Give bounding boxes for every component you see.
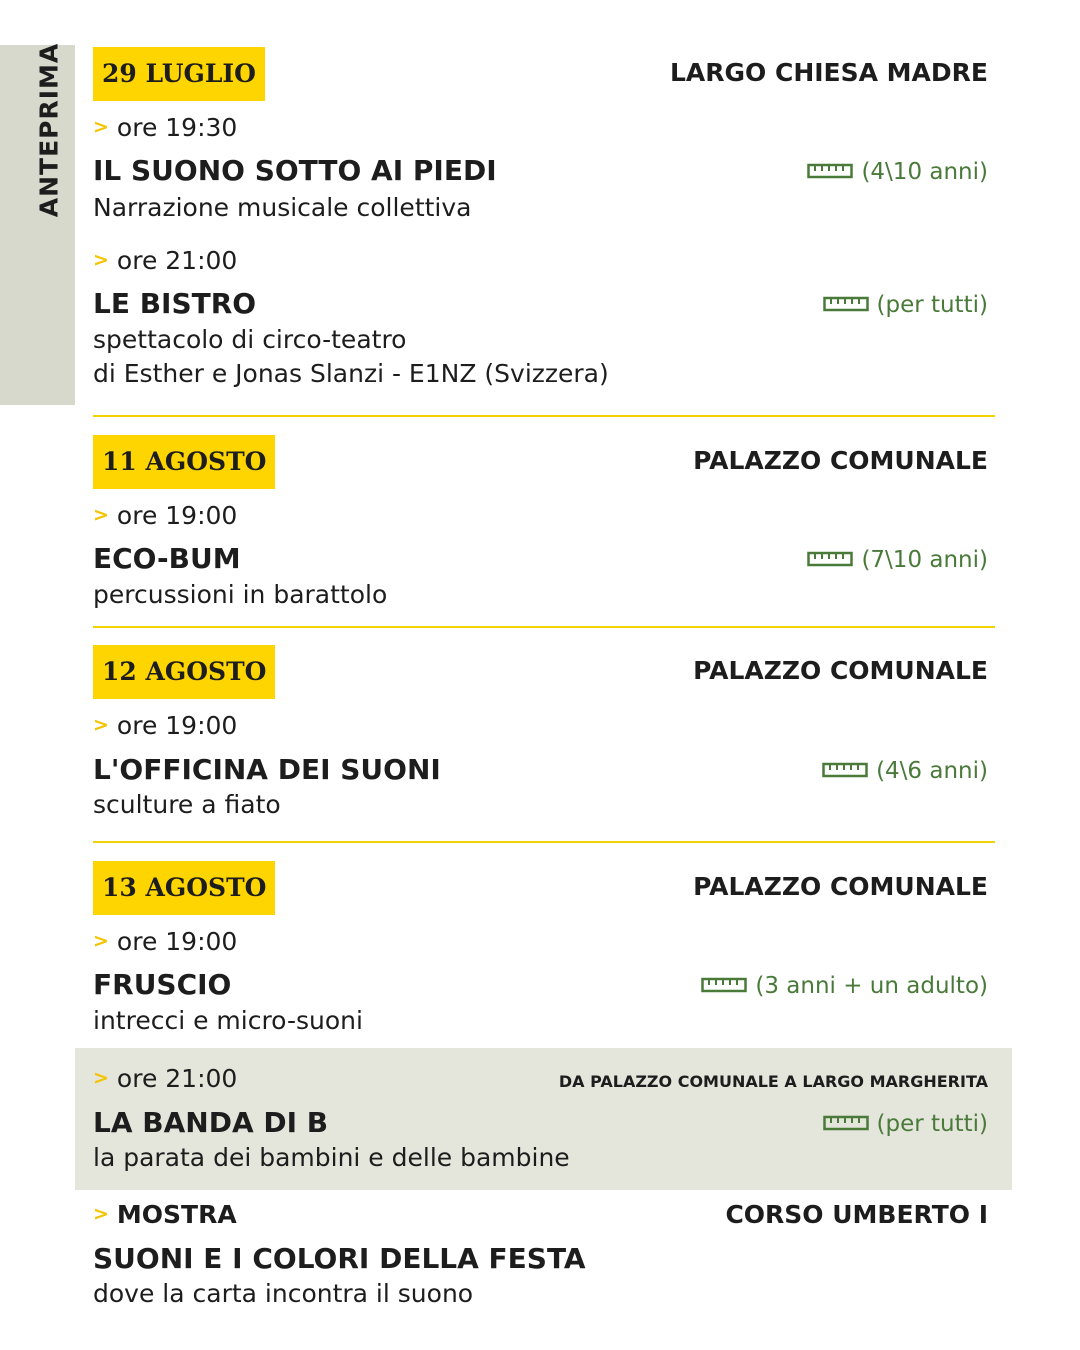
exhibit-description: dove la carta incontra il suono [93,1279,474,1308]
venue: PALAZZO COMUNALE [693,656,988,685]
event-description: spettacolo di circo-teatro [93,325,407,354]
event-title: FRUSCIO [93,968,232,1001]
exhibit-title: SUONI E I COLORI DELLA FESTA [93,1242,586,1275]
chevron-right-icon: > [93,1203,109,1225]
event-description: Narrazione musicale collettiva [93,193,472,222]
divider [93,415,995,417]
event-title: ECO-BUM [93,542,241,575]
ruler-icon [807,550,853,568]
ruler-icon [823,295,869,313]
event-description: sculture a fiato [93,790,281,819]
event-time: > ore 21:00 [93,1064,238,1093]
event-time: > ore 19:30 [93,113,238,142]
ruler-icon [822,761,868,779]
age-range: (4\10 anni) [807,159,988,185]
event-title: IL SUONO SOTTO AI PIEDI [93,154,497,187]
chevron-right-icon: > [93,930,109,952]
chevron-right-icon: > [93,1067,109,1089]
ruler-icon [807,162,853,180]
date-badge: 12 AGOSTO [93,645,275,699]
date-badge: 29 LUGLIO [93,47,265,101]
age-range: (4\6 anni) [822,758,988,784]
sidebar-label: ANTEPRIMA [34,42,64,218]
event-description: di Esther e Jonas Slanzi - E1NZ (Svizzera) [93,359,609,388]
venue: CORSO UMBERTO I [725,1200,988,1229]
route: DA PALAZZO COMUNALE A LARGO MARGHERITA [558,1072,988,1091]
chevron-right-icon: > [93,504,109,526]
chevron-right-icon: > [93,714,109,736]
ruler-icon [701,976,747,994]
event-time: > ore 19:00 [93,927,238,956]
age-range: (7\10 anni) [807,547,988,573]
event-title: LA BANDA DI B [93,1106,329,1139]
venue: PALAZZO COMUNALE [693,446,988,475]
event-description: la parata dei bambini e delle bambine [93,1143,570,1172]
venue: LARGO CHIESA MADRE [669,58,988,87]
exhibit-label: > MOSTRA [93,1200,237,1229]
event-description: intrecci e micro-suoni [93,1006,363,1035]
event-description: percussioni in barattolo [93,580,388,609]
ruler-icon [823,1114,869,1132]
age-range: (3 anni + un adulto) [701,973,988,999]
date-badge: 11 AGOSTO [93,435,275,489]
event-time: > ore 19:00 [93,711,238,740]
age-range: (per tutti) [823,292,989,318]
event-time: > ore 19:00 [93,501,238,530]
chevron-right-icon: > [93,249,109,271]
date-badge: 13 AGOSTO [93,861,275,915]
chevron-right-icon: > [93,116,109,138]
event-title: L'OFFICINA DEI SUONI [93,753,441,786]
divider [93,841,995,843]
age-range: (per tutti) [823,1111,989,1137]
venue: PALAZZO COMUNALE [693,872,988,901]
event-time: > ore 21:00 [93,246,238,275]
event-title: LE BISTRO [93,287,257,320]
divider [93,626,995,628]
